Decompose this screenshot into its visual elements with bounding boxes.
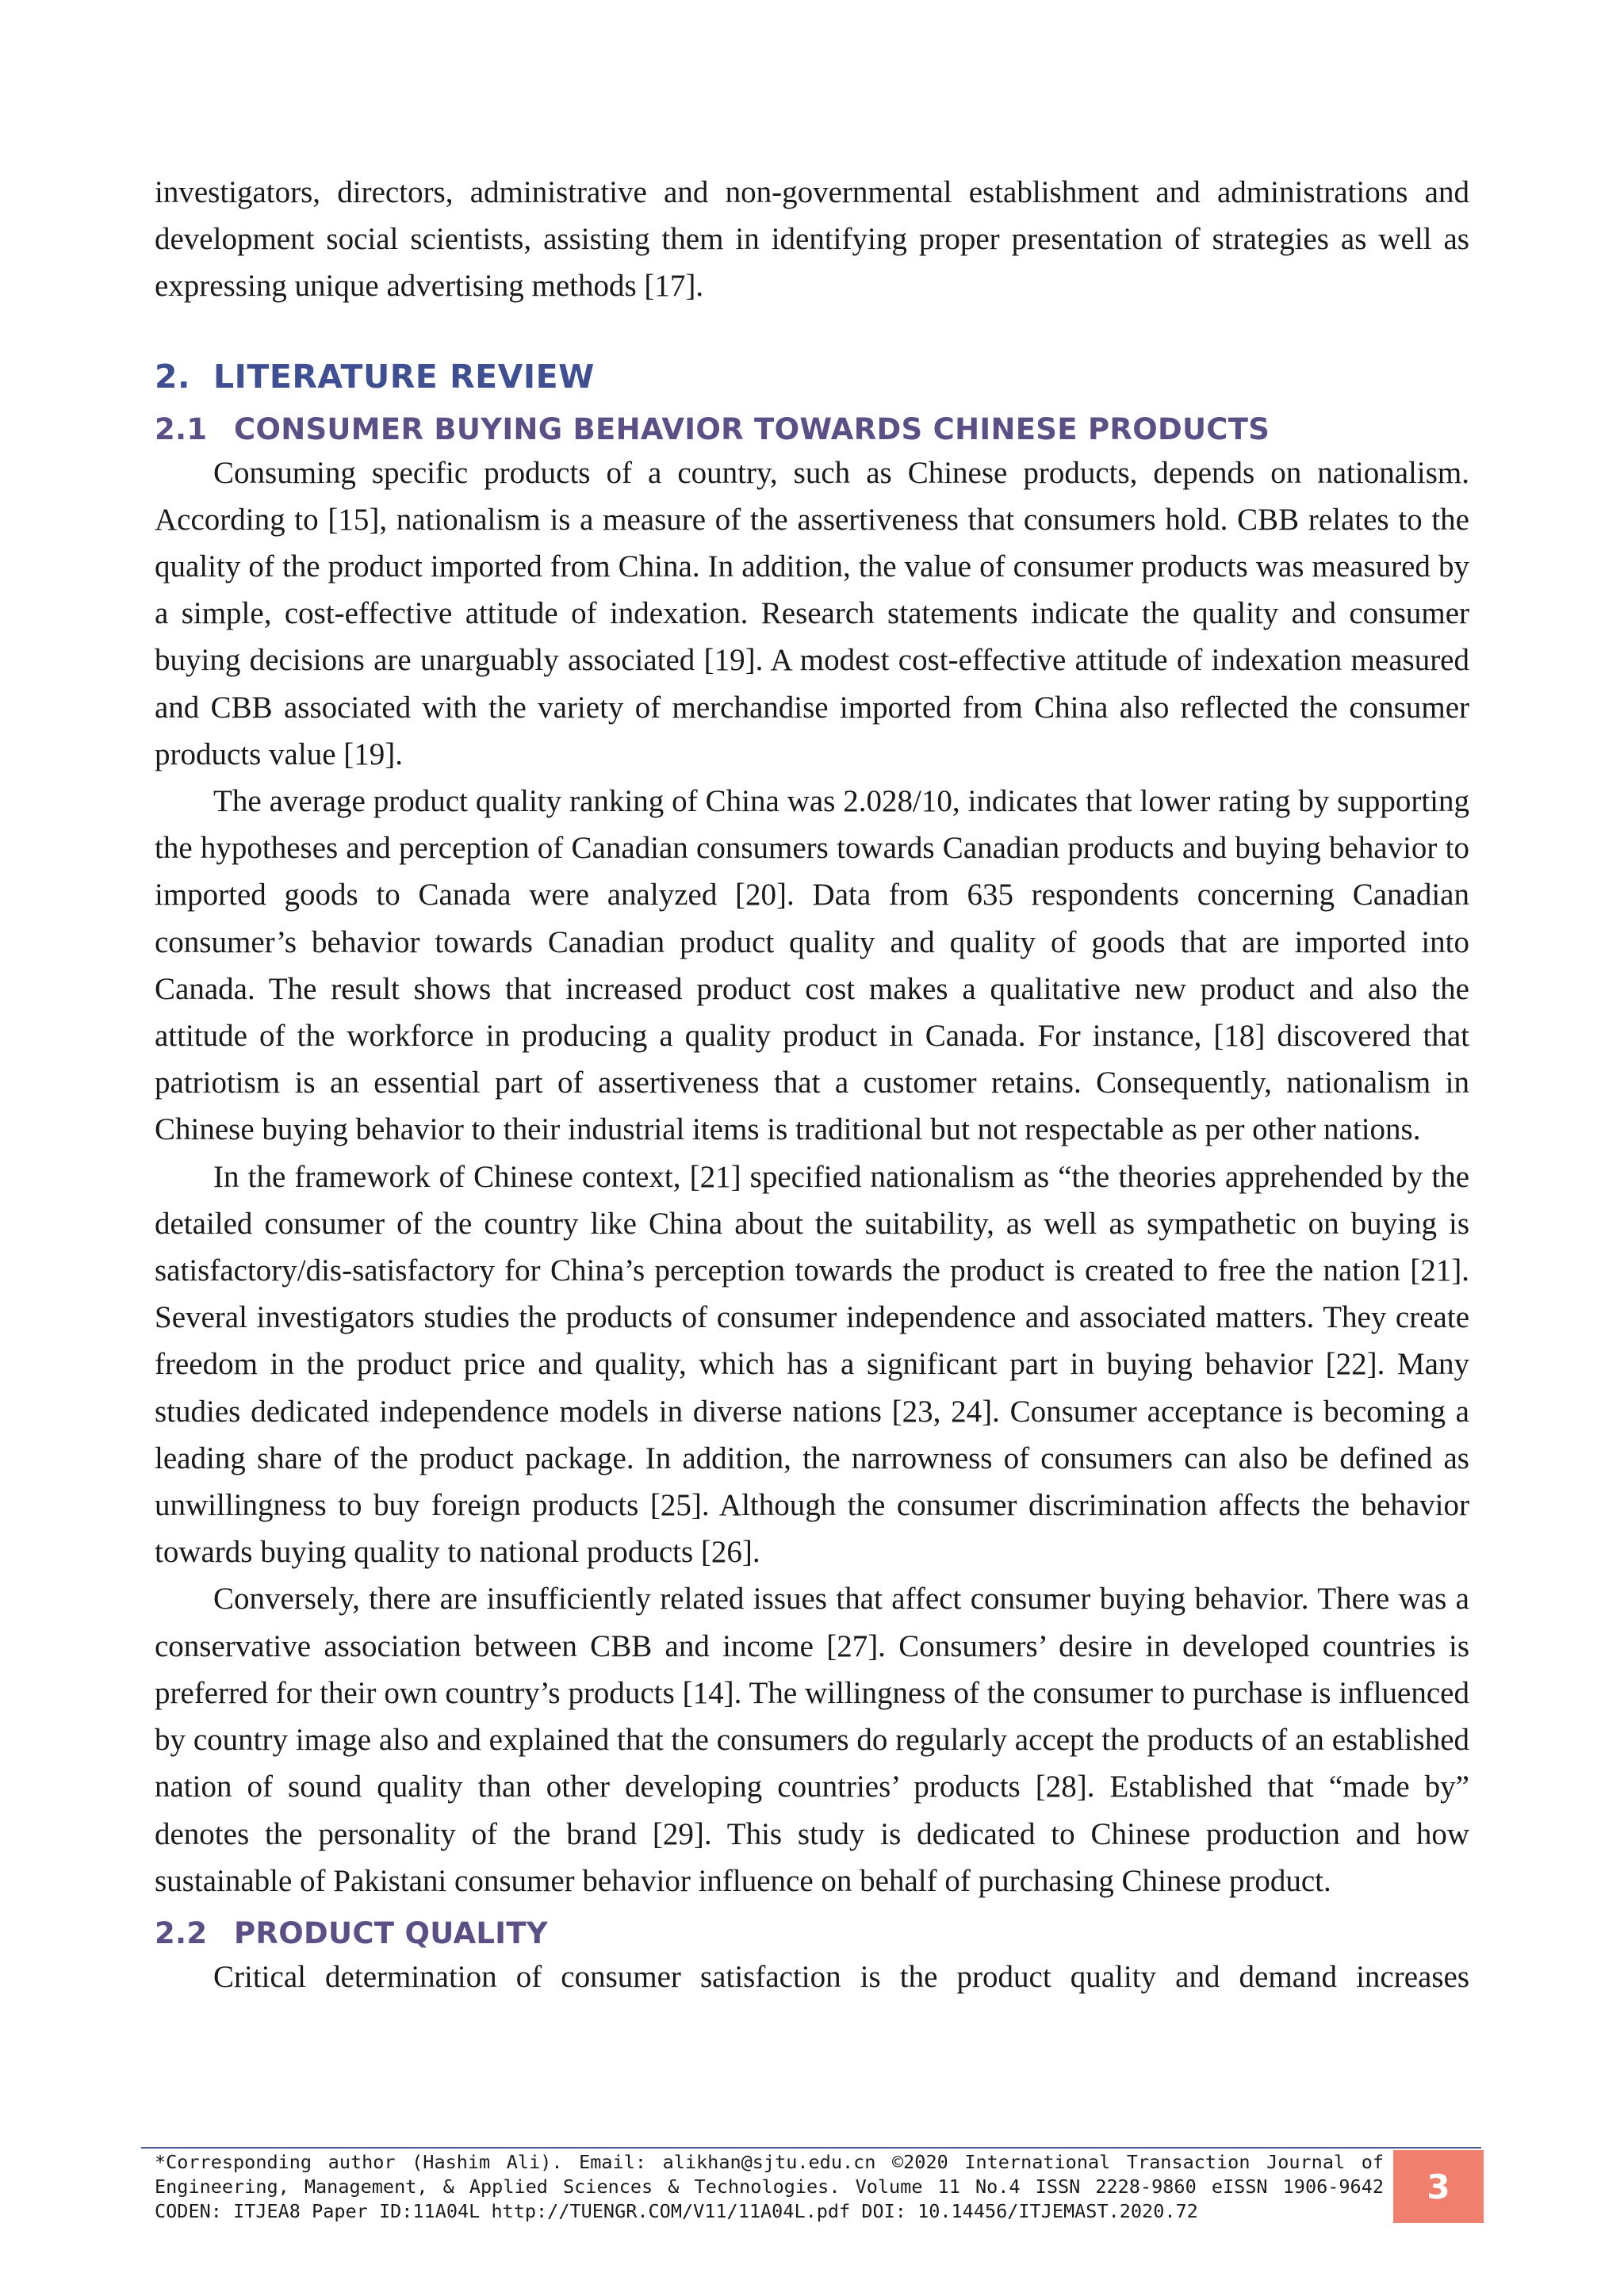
- section-heading: [155, 350, 1469, 404]
- footer-divider: [141, 2147, 1481, 2149]
- body-paragraph: In the framework of Chinese context, [21] specified nationalism as “the theories apprehended by the detailed consumer of the country like China about the suitability, as well as sympathetic on buying is satisfactory/dis-satisfactory for China’s perception towards the product is created to free the nation [21]. Several investigators studies the products of consumer independence and associated matters. They create freedom in the product price and quality, which has a significant part in buying behavior [22]. Many studies dedicated independence models in diverse nations [23, 24]. Consumer acceptance is becoming a leading share of the product package. In addition, the narrowness of consumers can also be defined as unwillingness to buy foreign products [25]. Although the consumer discrimination affects the behavior towards buying quality to national products [26].: [155, 1159, 1469, 1570]
- footer-citation: *Corresponding author (Hashim Ali). Email: alikhan@sjtu.edu.cn ©2020 International Transaction Journal of Engineering, Management, & Applied Sciences & Technologies. Volume 11 No.4 ISSN 2228-9860 eISSN 1906-9642 CODEN: ITJEA8 Paper ID:11A04L http://TUENGR.COM/V11/11A04L.pdf DOI: 10.14456/ITJEMAST.2020.72: [155, 2151, 1384, 2222]
- body-paragraph: Critical determination of consumer satisfaction is the product quality and demand increases: [213, 1959, 1469, 1994]
- subsection-title: PRODUCT QUALITY: [234, 1915, 548, 1950]
- subsection-heading-2-2: [155, 1914, 1469, 1954]
- body-paragraph: Consuming specific products of a country, such as Chinese products, depends on nationalism. According to [15], nationalism is a measure of the assertiveness that consumers hold. CBB relates to the quality of the product imported from China. In addition, the value of consumer products was measured by a simple, cost-effective attitude of indexation. Research statements indicate the quality and consumer buying decisions are unarguably associated [19]. A modest cost-effective attitude of indexation measured and CBB associated with the variety of merchandise imported from China also reflected the consumer products value [19].: [155, 455, 1469, 771]
- intro-paragraph: investigators, directors, administrative and non-governmental establishment and administrations and development social scientists, assisting them in identifying proper presentation of strategies as well as expressing unique advertising methods [17].: [155, 175, 1469, 304]
- subsection-number: 2.1: [155, 411, 208, 446]
- page-body: [155, 169, 1469, 2000]
- body-paragraph: The average product quality ranking of China was 2.028/10, indicates that lower rating by supporting the hypotheses and perception of Canadian consumers towards Canadian products and buying behavior to imported goods to Canada were analyzed [20]. Data from 635 respondents concerning Canadian consumer’s behavior towards Canadian product quality and quality of goods that are imported into Canada. The result shows that increased product cost makes a qualitative new product and also the attitude of the workforce in producing a quality product in Canada. For instance, [18] discovered that patriotism is an essential part of assertiveness that a customer retains. Consequently, nationalism in Chinese buying behavior to their industrial items is traditional but not respectable as per other nations.: [155, 784, 1469, 1147]
- page-number-badge: 3: [1393, 2150, 1484, 2223]
- section-title: LITERATURE REVIEW: [213, 357, 595, 396]
- section-number: 2.: [155, 357, 191, 396]
- subsection-number: 2.2: [155, 1915, 208, 1950]
- body-paragraph: Conversely, there are insufficiently related issues that affect consumer buying behavior. There was a conservative association between CBB and income [27]. Consumers’ desire in developed countries is preferred for their own country’s products [14]. The willingness of the consumer to purchase is influenced by country image also and explained that the consumers do regularly accept the products of an established nation of sound quality than other developing countries’ products [28]. Established that “made by” denotes the personality of the brand [29]. This study is dedicated to Chinese production and how sustainable of Pakistani consumer behavior influence on behalf of purchasing Chinese product.: [155, 1582, 1469, 1898]
- subsection-title: CONSUMER BUYING BEHAVIOR TOWARDS CHINESE PRODUCTS: [234, 411, 1270, 446]
- subsection-heading-2-1: [155, 410, 1469, 450]
